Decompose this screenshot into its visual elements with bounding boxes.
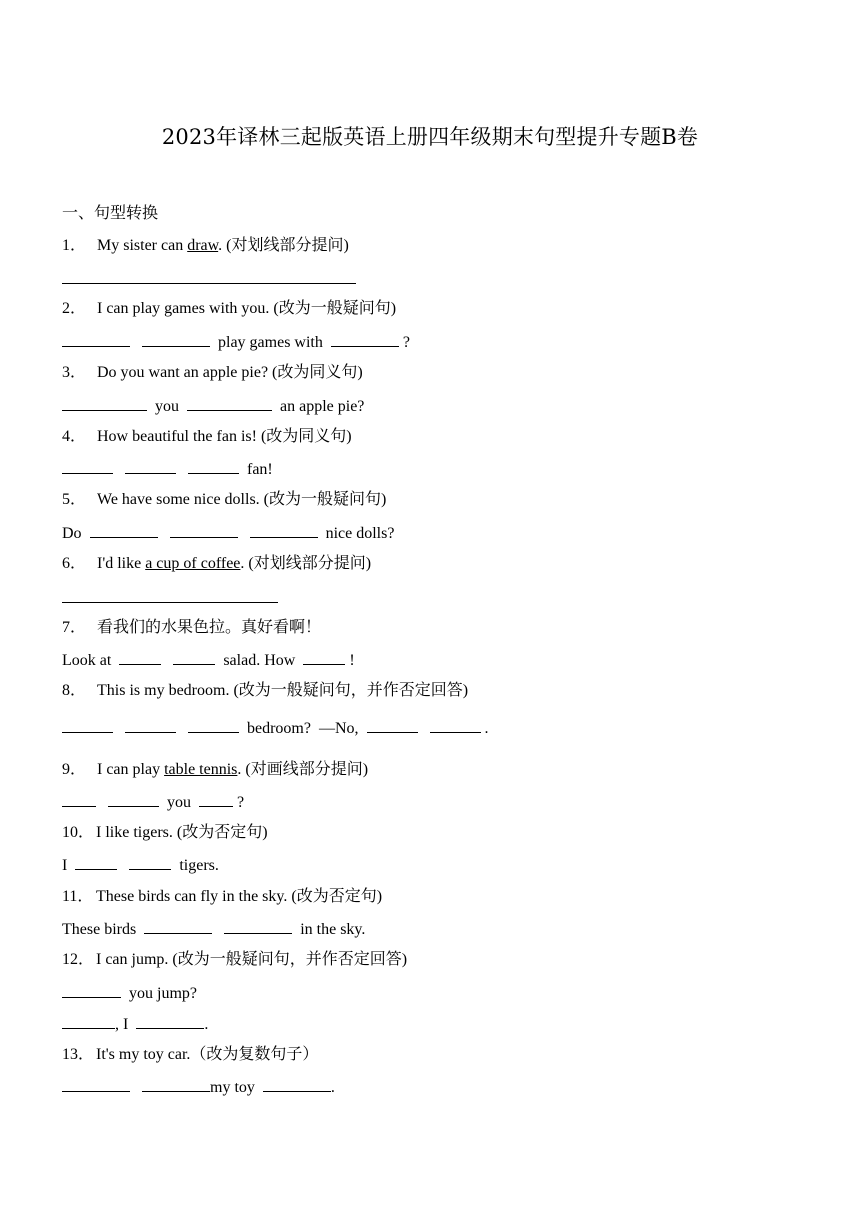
answer-blank[interactable] xyxy=(108,792,159,807)
answer-text: . xyxy=(204,1016,209,1033)
question-13 xyxy=(62,1045,318,1065)
answer-text: ? xyxy=(402,334,410,351)
question-number: 3． xyxy=(62,364,87,381)
answer-blank[interactable] xyxy=(142,332,210,347)
answer-text: Look at xyxy=(62,652,112,669)
answer-blank[interactable] xyxy=(119,650,161,665)
answer-blank[interactable] xyxy=(430,718,481,733)
answer-2 xyxy=(62,332,410,353)
answer-text: you jump? xyxy=(129,985,197,1002)
answer-blank[interactable] xyxy=(62,1077,130,1092)
answer-blank[interactable] xyxy=(144,919,212,934)
answer-5 xyxy=(62,523,394,544)
underlined-word: draw xyxy=(187,237,219,254)
answer-13 xyxy=(62,1077,335,1098)
answer-blank[interactable] xyxy=(62,718,113,733)
question-text: Do you want an apple pie? (改为同义句) xyxy=(97,364,363,381)
question-text: I'd like xyxy=(97,555,146,572)
answer-blank[interactable] xyxy=(142,1077,210,1092)
question-4 xyxy=(62,427,352,447)
answer-blank[interactable] xyxy=(62,792,96,807)
answer-8 xyxy=(62,718,489,739)
answer-blank[interactable] xyxy=(62,332,130,347)
question-instruction: . (对划线部分提问) xyxy=(218,237,349,254)
answer-blank[interactable] xyxy=(173,650,215,665)
answer-9 xyxy=(62,792,244,813)
question-10 xyxy=(62,823,268,843)
section-heading: 一、句型转换 xyxy=(62,205,159,222)
answer-text: These birds xyxy=(62,921,137,938)
underlined-phrase: table tennis xyxy=(164,761,238,778)
question-number: 4． xyxy=(62,428,87,445)
answer-line-1[interactable] xyxy=(62,283,356,284)
question-number: 6． xyxy=(62,555,87,572)
question-3 xyxy=(62,363,363,383)
answer-text: play games with xyxy=(218,334,323,351)
question-9 xyxy=(62,760,368,780)
answer-text: nice dolls? xyxy=(325,525,395,542)
underlined-phrase: a cup of coffee xyxy=(145,555,241,572)
question-number: 11． xyxy=(62,888,94,905)
answer-7 xyxy=(62,650,355,671)
answer-text: in the sky. xyxy=(300,921,366,938)
question-text: We have some nice dolls. (改为一般疑问句) xyxy=(97,491,387,508)
question-text: My sister can xyxy=(97,237,188,254)
answer-text: ! xyxy=(349,652,355,669)
answer-blank[interactable] xyxy=(125,718,176,733)
answer-blank[interactable] xyxy=(62,983,121,998)
answer-text: , I xyxy=(115,1016,129,1033)
question-6 xyxy=(62,554,371,574)
question-text: I can jump. (改为一般疑问句，并作否定回答) xyxy=(96,951,408,968)
answer-text: tigers. xyxy=(179,857,219,874)
answer-blank[interactable] xyxy=(136,1014,204,1029)
question-instruction: . (对划线部分提问) xyxy=(240,555,372,572)
question-1 xyxy=(62,236,349,256)
answer-text: . xyxy=(484,720,489,737)
answer-blank[interactable] xyxy=(224,919,292,934)
answer-blank[interactable] xyxy=(188,459,239,474)
answer-text: you xyxy=(155,398,179,415)
answer-text: I xyxy=(62,857,68,874)
answer-12b xyxy=(62,1014,208,1035)
answer-text: you xyxy=(167,794,191,811)
question-text: I can play xyxy=(97,761,165,778)
question-number: 8． xyxy=(62,682,87,699)
question-text: These birds can fly in the sky. (改为否定句) xyxy=(96,888,383,905)
question-7 xyxy=(62,618,321,638)
answer-blank[interactable] xyxy=(125,459,176,474)
answer-4 xyxy=(62,459,273,480)
answer-blank[interactable] xyxy=(188,718,239,733)
question-8 xyxy=(62,681,468,701)
answer-text: an apple pie? xyxy=(280,398,365,415)
answer-text: my toy xyxy=(210,1079,255,1096)
answer-blank[interactable] xyxy=(75,855,117,870)
answer-12a xyxy=(62,983,197,1004)
answer-blank[interactable] xyxy=(367,718,418,733)
question-5 xyxy=(62,490,386,510)
question-number: 13． xyxy=(62,1046,95,1063)
answer-text: Do xyxy=(62,525,82,542)
answer-blank[interactable] xyxy=(331,332,399,347)
question-instruction: . (对画线部分提问) xyxy=(237,761,369,778)
question-number: 5． xyxy=(62,491,87,508)
answer-blank[interactable] xyxy=(90,523,158,538)
answer-blank[interactable] xyxy=(263,1077,331,1092)
question-text: How beautiful the fan is! (改为同义句) xyxy=(97,428,352,445)
answer-blank[interactable] xyxy=(129,855,171,870)
question-number: 1． xyxy=(62,237,87,254)
answer-text: fan! xyxy=(247,461,273,478)
answer-11 xyxy=(62,919,365,940)
answer-text: . xyxy=(330,1079,335,1096)
answer-line-6[interactable] xyxy=(62,602,278,603)
answer-blank[interactable] xyxy=(170,523,238,538)
question-11 xyxy=(62,887,382,907)
page-title: 2023年译林三起版英语上册四年级期末句型提升专题B卷 xyxy=(161,125,699,149)
answer-blank[interactable] xyxy=(62,1014,115,1029)
answer-blank[interactable] xyxy=(303,650,345,665)
question-number: 10． xyxy=(62,824,95,841)
answer-10 xyxy=(62,855,219,876)
answer-text: bedroom? —No, xyxy=(247,720,359,737)
question-text: I like tigers. (改为否定句) xyxy=(96,824,268,841)
question-text: I can play games with you. (改为一般疑问句) xyxy=(97,300,397,317)
question-number: 2． xyxy=(62,300,87,317)
answer-blank[interactable] xyxy=(250,523,318,538)
question-number: 12． xyxy=(62,951,95,968)
answer-text: salad. How xyxy=(223,652,296,669)
question-text: This is my bedroom. (改为一般疑问句，并作否定回答) xyxy=(97,682,469,699)
answer-blank[interactable] xyxy=(62,459,113,474)
question-2 xyxy=(62,299,396,319)
answer-3 xyxy=(62,396,364,417)
answer-blank[interactable] xyxy=(199,792,233,807)
answer-blank[interactable] xyxy=(62,396,147,411)
question-text: It's my toy car.（改为复数句子） xyxy=(96,1046,319,1063)
answer-blank[interactable] xyxy=(187,396,272,411)
question-number: 7． xyxy=(62,619,87,636)
answer-text: ? xyxy=(237,794,245,811)
question-12 xyxy=(62,950,407,970)
question-text: 看我们的水果色拉。真好看啊！ xyxy=(97,619,322,636)
question-number: 9． xyxy=(62,761,87,778)
